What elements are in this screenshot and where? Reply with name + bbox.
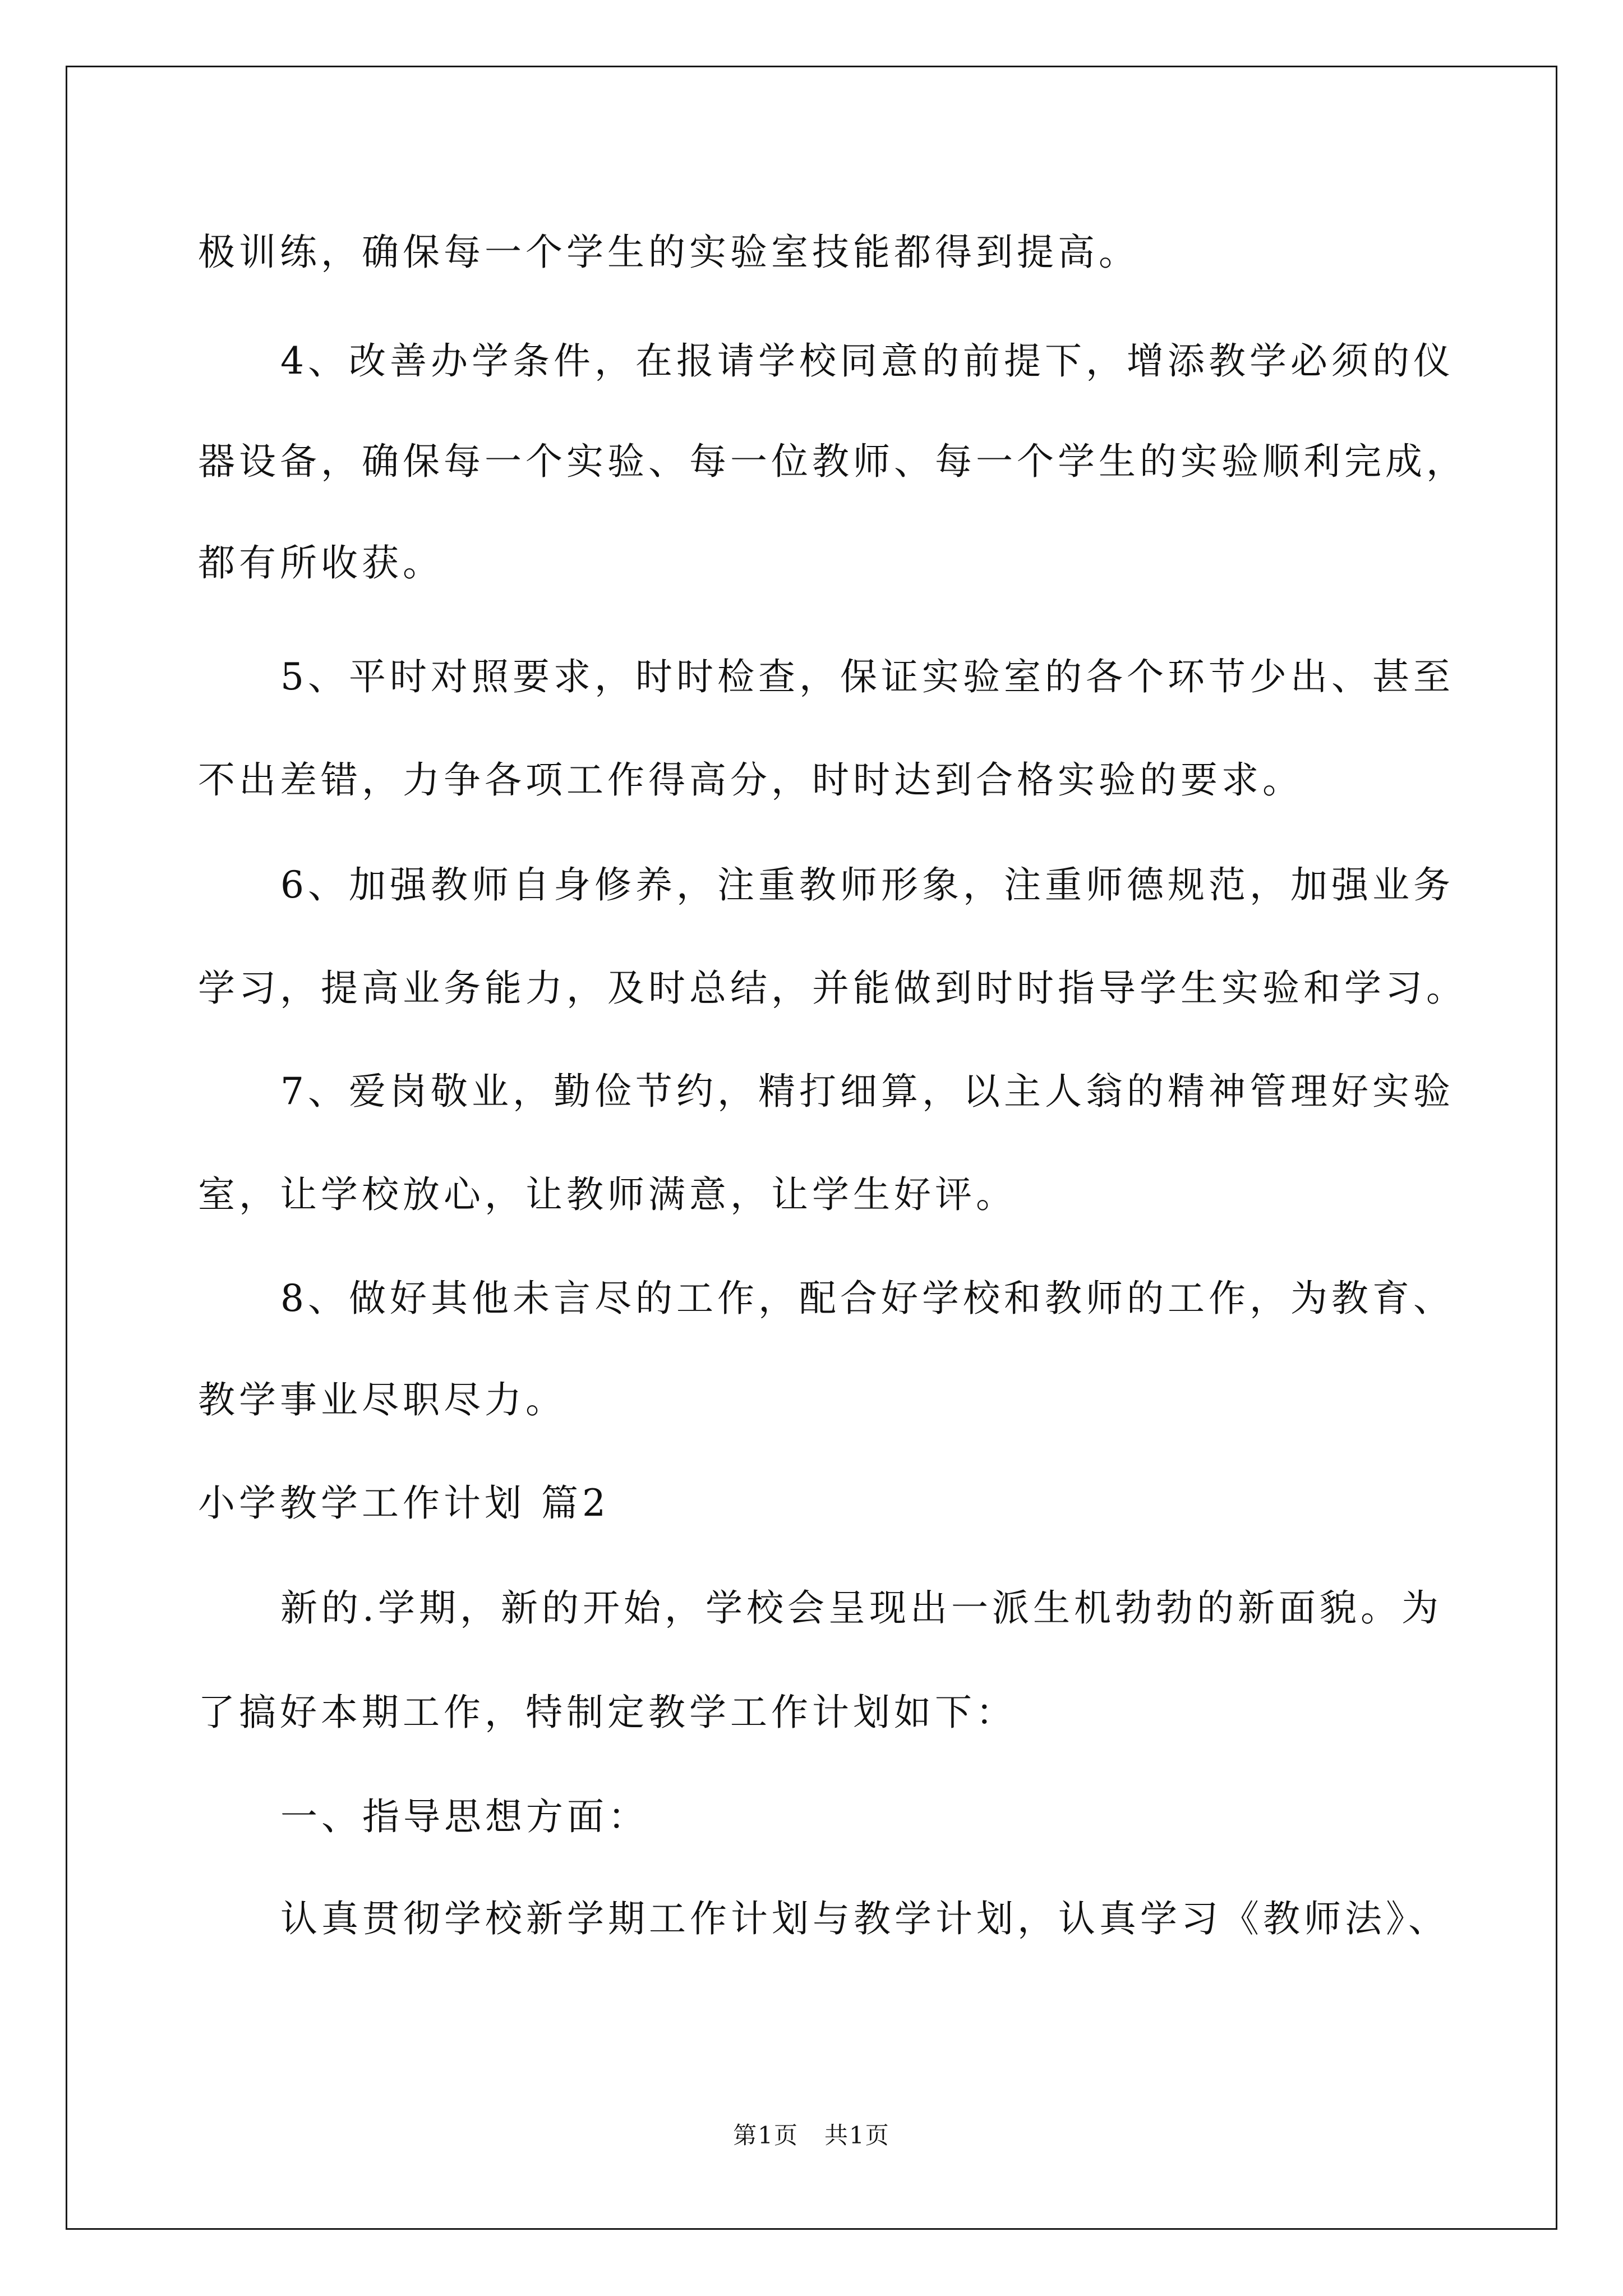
paragraph-line: 8、做好其他未言尽的工作，配合好学校和教师的工作，为教育、 [280, 1277, 1454, 1320]
paragraph-line: 室，让学校放心，让教师满意，让学生好评。 [198, 1173, 1017, 1216]
paragraph-line: 新的.学期，新的开始，学校会呈现出一派生机勃勃的新面貌。为 [280, 1586, 1442, 1630]
paragraph-line: 不出差错，力争各项工作得高分，时时达到合格实验的要求。 [198, 758, 1303, 802]
paragraph-line: 5、平时对照要求，时时检查，保证实验室的各个环节少出、甚至 [280, 655, 1454, 698]
paragraph-line: 认真贯彻学校新学期工作计划与教学计划，认真学习《教师法》、 [280, 1897, 1449, 1940]
paragraph-line: 6、加强教师自身修养，注重教师形象，注重师德规范，加强业务 [280, 863, 1454, 907]
paragraph-line: 学习，提高业务能力，及时总结，并能做到时时指导学生实验和学习。 [198, 967, 1467, 1010]
paragraph-line: 极训练，确保每一个学生的实验室技能都得到提高。 [198, 231, 1140, 274]
paragraph-line: 器设备，确保每一个实验、每一位教师、每一个学生的实验顺利完成， [198, 440, 1467, 483]
paragraph-line: 4、改善办学条件，在报请学校同意的前提下，增添教学必须的仪 [280, 339, 1454, 383]
paragraph-line: 了搞好本期工作，特制定教学工作计划如下： [198, 1691, 1017, 1734]
page-footer: 第1页 共1页 [733, 2122, 890, 2149]
paragraph-line: 都有所收获。 [198, 541, 444, 585]
subheading: 一、指导思想方面： [280, 1795, 649, 1838]
paragraph-line: 7、爱岗敬业，勤俭节约，精打细算，以主人翁的精神管理好实验 [280, 1070, 1454, 1113]
section-heading: 小学教学工作计划 篇2 [198, 1481, 610, 1525]
paragraph-line: 教学事业尽职尽力。 [198, 1378, 566, 1421]
